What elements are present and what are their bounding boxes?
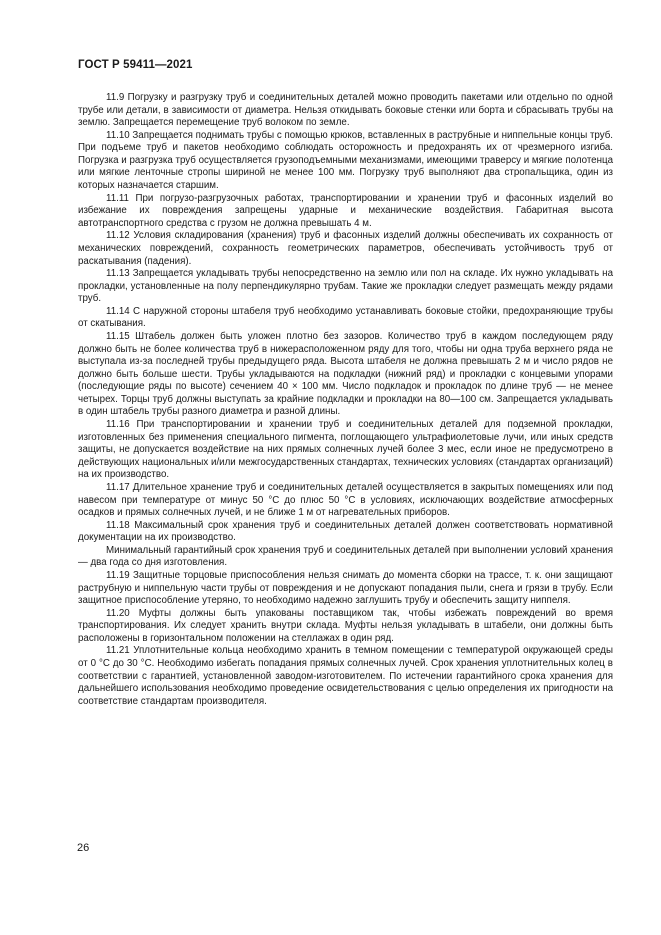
paragraph-11-15: 11.15 Штабель должен быть уложен плотно без зазоров. Количество труб в каждом последующем ряду должно быть не более количества труб в нижерасположенном ряду для того, чтобы ни одна труба верхнего ряда не выступала из-за последней трубы предыдущего ряда. Высота штабеля не должна превышать 2 м и число рядов не должно быть больше шести. Трубы укладываются на подкладки (нижний ряд) и прокладки с концевыми упорами (последующие ряды по высоте) сечением 40 × 100 мм. Число подкладок и прокладок по длине труб — не менее четырех. Торцы труб должны выступать за крайние подкладки и прокладки на 80—100 см. Запрещается укладывать в один штабель трубы разного диаметра и разной длины.: [78, 330, 613, 418]
document-body: [78, 92, 613, 708]
paragraph-11-13: 11.13 Запрещается укладывать трубы непосредственно на землю или пол на складе. Их нужно укладывать на прокладки, установленные на полу перпендикулярно трубам. Такие же прокладки следует размещать между рядами труб.: [78, 268, 613, 305]
page-number: 26: [77, 842, 90, 854]
paragraph-11-9: 11.9 Погрузку и разгрузку труб и соединительных деталей можно проводить пакетами или отдельно по одной трубе или детали, в зависимости от диаметра. Нельзя откидывать боковые стенки или борта и сбрасывать трубы на землю. Запрещается перемещение труб волоком по земле.: [78, 92, 613, 129]
standard-header: ГОСТ Р 59411—2021: [78, 59, 193, 71]
paragraph-11-10: 11.10 Запрещается поднимать трубы с помощью крюков, вставленных в раструбные и ниппельные концы труб. При подъеме труб и пакетов необходимо соблюдать осторожность и предохранять их от чрезмерного изгиба. Погрузка и разгрузка труб осуществляется грузоподъемными механизмами, имеющими траверсу и мягкие полотенца или мягкие ленточные стропы шириной не менее 100 мм. Погрузку труб выполняют два стропальщика, один из которых назначается старшим.: [78, 129, 613, 192]
paragraph-11-14: 11.14 С наружной стороны штабеля труб необходимо устанавливать боковые стойки, предохраняющие трубы от скатывания.: [78, 305, 613, 330]
paragraph-11-16: 11.16 При транспортировании и хранении труб и соединительных деталей для подземной прокладки, изготовленных без применения специального пигмента, поглощающего ультрафиолетовые лучи, или иных средств защиты, не допускается воздействие на них прямых солнечных лучей более 3 мес, если иное не предусмотрено в действующих национальных и/или межгосударственных стандартах, технических условиях (стандартах организаций) на их производство.: [78, 419, 613, 481]
paragraph-11-21: 11.21 Уплотнительные кольца необходимо хранить в темном помещении с температурой окружающей среды от 0 °С до 30 °С. Необходимо избегать попадания прямых солнечных лучей. Срок хранения уплотнительных колец в соответствии с гарантией, установленной заводом-изготовителем. По истечении гарантийного срока хранения для дальнейшего использования необходимо проведение освидетельствования с целью определения их пригодности на соответствие стандартам производителя.: [78, 645, 613, 707]
paragraph-11-18: 11.18 Максимальный срок хранения труб и соединительных деталей должен соответствовать нормативной документации на их производство.: [78, 519, 613, 544]
paragraph-11-20: 11.20 Муфты должны быть упакованы поставщиком так, чтобы избежать повреждений во время транспортирования. Их следует хранить внутри склада. Муфты нельзя укладывать в штабели, они должны быть расположены в горизонтальном положении на стеллажах в один ряд.: [78, 607, 613, 644]
paragraph-11-18-continued: Минимальный гарантийный срок хранения труб и соединительных деталей при выполнении условий хранения — два года со дня изготовления.: [78, 544, 613, 569]
paragraph-11-19: 11.19 Защитные торцовые приспособления нельзя снимать до момента сборки на трассе, т. к. они защищают раструбную и ниппельную части трубы от повреждения и не допускают попадания пыли, снега и грязи в трубу. Если защитное приспособление утеряно, то необходимо надежно заглушить трубу и обеспечить защиту ниппеля.: [78, 569, 613, 607]
paragraph-11-11: 11.11 При погрузо-разгрузочных работах, транспортировании и хранении труб и фасонных изделий во избежание их повреждения запрещены ударные и механические воздействия. Габаритная высота автотранспортного средства с грузом не должна превышать 4 м.: [78, 192, 613, 229]
paragraph-11-17: 11.17 Длительное хранение труб и соединительных деталей осуществляется в закрытых помещениях или под навесом при температуре от минус 50 °С до плюс 50 °С в условиях, исключающих воздействие атмосферных осадков и прямых солнечных лучей, и не ближе 1 м от нагревательных приборов.: [78, 481, 613, 519]
paragraph-11-12: 11.12 Условия складирования (хранения) труб и фасонных изделий должны обеспечивать их сохранность от механических повреждений, сохранность геометрических параметров, обеспечивать устойчивость труб от раскатывания (падения).: [78, 230, 613, 267]
